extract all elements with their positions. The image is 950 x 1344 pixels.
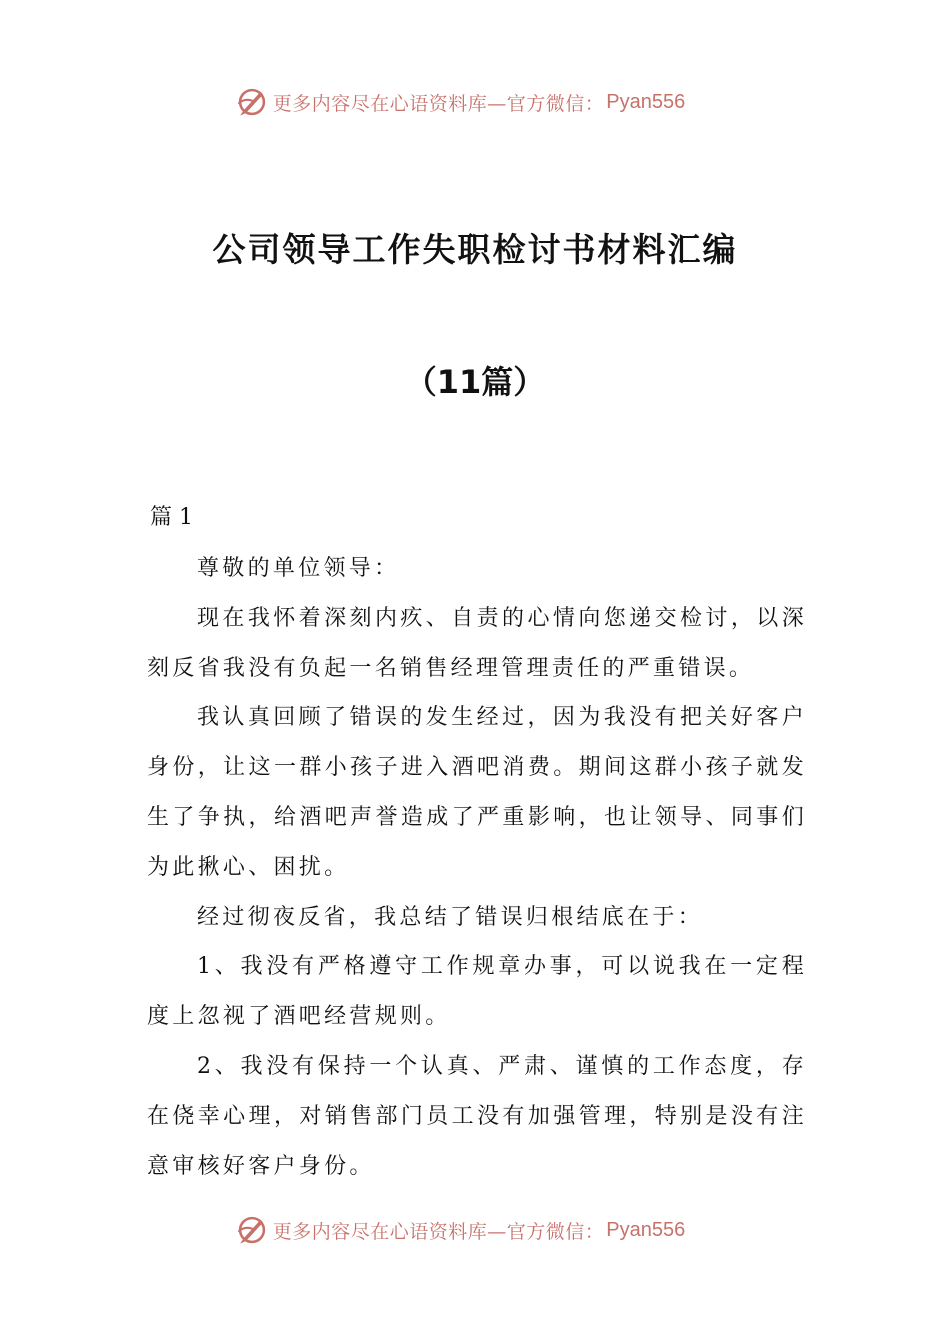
- body-paragraph: 经过彻夜反省，我总结了错误归根结底在于：: [197, 904, 704, 930]
- watermark-text: 更多内容尽在心语资料库—官方微信：: [272, 1220, 605, 1243]
- watermark-wechat-id: Pyan556: [606, 1218, 686, 1241]
- document-subtitle: （11篇）: [404, 363, 546, 401]
- watermark-text: 更多内容尽在心语资料库—官方微信：: [272, 92, 605, 115]
- header-watermark: [0, 82, 950, 122]
- section-label: 篇 1: [150, 505, 193, 530]
- pen-logo-icon: [235, 1213, 269, 1247]
- document-body: [147, 544, 807, 1191]
- salutation: 尊敬的单位领导：: [197, 556, 400, 581]
- watermark-wechat-id: Pyan556: [606, 90, 686, 113]
- body-paragraph: 我认真回顾了错误的发生经过，因为我没有把关好客户身份，让这一群小孩子进入酒吧消费。期间这群小孩子就发生了争执，给酒吧声誉造成了严重影响，也让领导、同事们为此揪心、困扰。: [147, 705, 807, 880]
- pen-logo-icon: [235, 85, 269, 119]
- footer-watermark: [0, 1210, 950, 1250]
- numbered-item: 1、我没有严格遵守工作规章办事，可以说我在一定程度上忽视了酒吧经营规则。: [147, 954, 807, 1030]
- body-paragraph: 现在我怀着深刻内疚、自责的心情向您递交检讨，以深刻反省我没有负起一名销售经理管理责任的严重错误。: [147, 605, 807, 681]
- numbered-item: 2、我没有保持一个认真、严肃、谨慎的工作态度，存在侥幸心理，对销售部门员工没有加强管理，特别是没有注意审核好客户身份。: [147, 1053, 807, 1179]
- document-title: 公司领导工作失职检讨书材料汇编: [212, 230, 738, 269]
